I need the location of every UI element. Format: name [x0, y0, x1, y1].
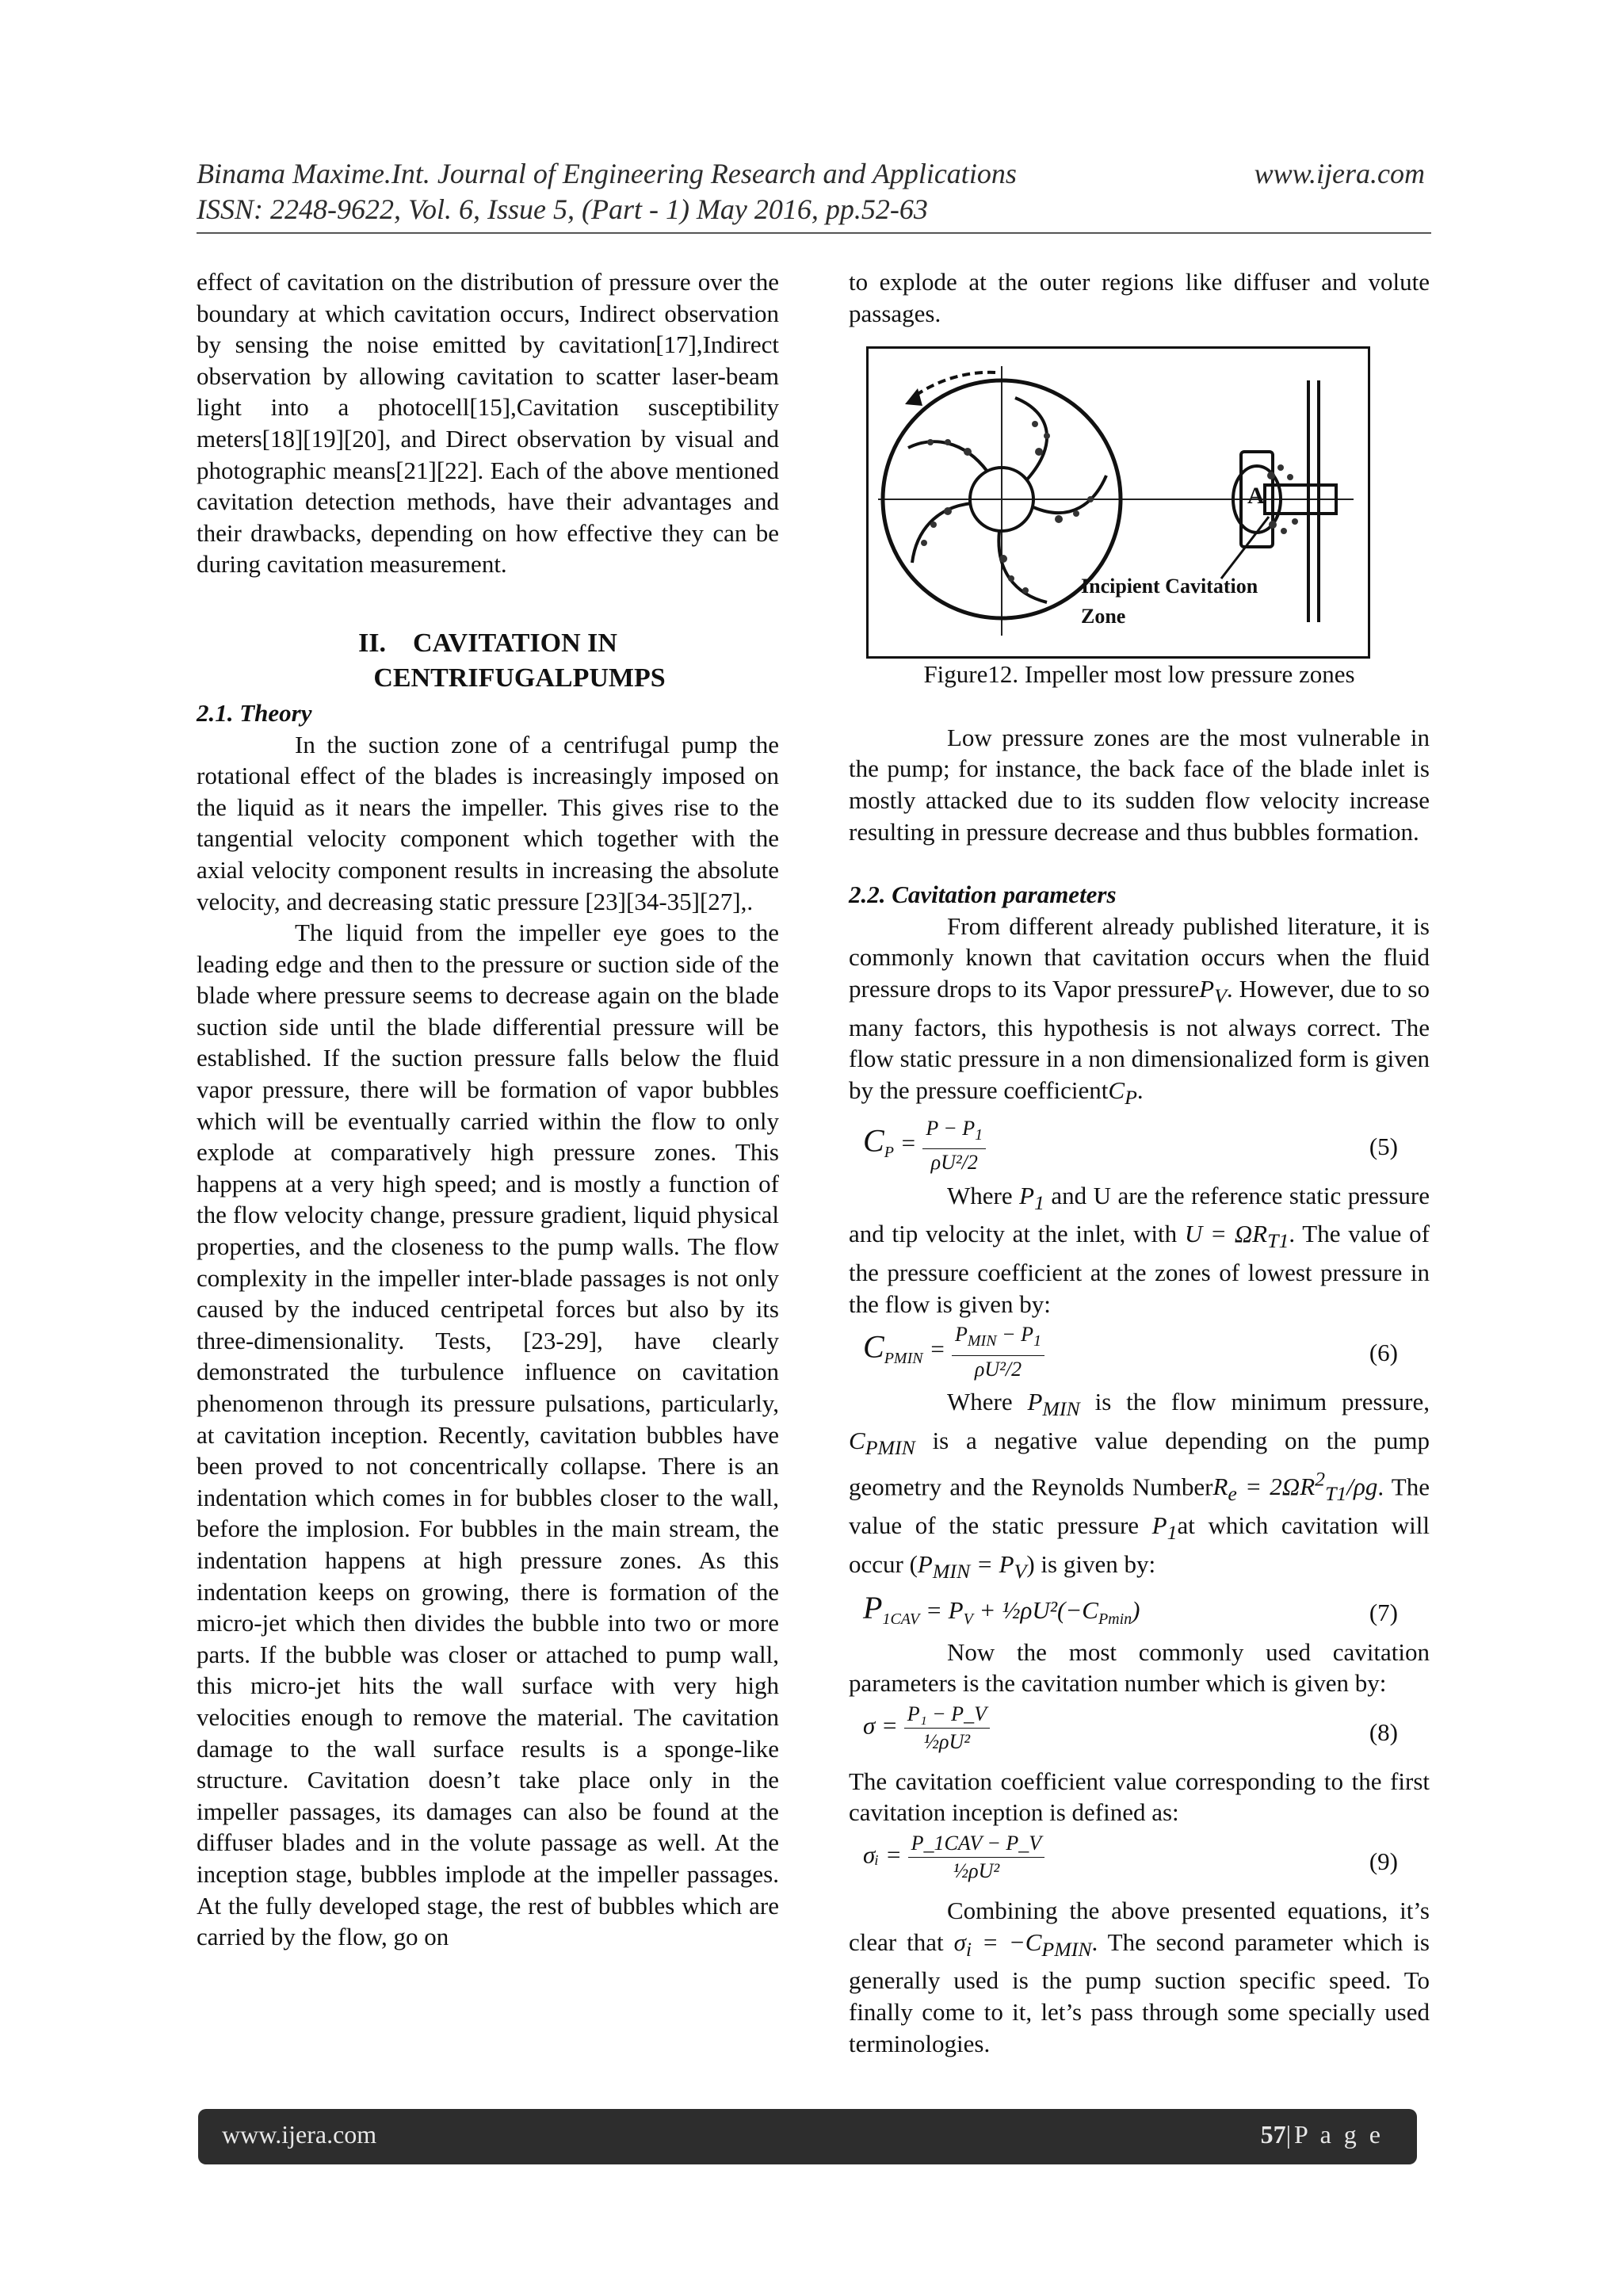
journal-citation: Binama Maxime.Int. Journal of Engineering Research and Applications — [197, 158, 1017, 189]
equation-6-number: (6) — [1369, 1339, 1398, 1367]
running-header-line2: ISSN: 2248-9622, Vol. 6, Issue 5, (Part - 1) May 2016, pp.52-63 — [197, 193, 928, 225]
figure-label-zone-1: Incipient Cavitation — [1081, 575, 1258, 598]
equation-8: σ = $\frac{\text{P₁ − P\_V}}{\text{½ρU²}}$ (8) — [863, 1702, 1398, 1753]
equation-6: $C_{PMIN}$ = $P_{MIN} - P_1$ ρU²/2 (6) — [863, 1323, 1398, 1381]
footer-page-number: 57|P a g e — [1260, 2120, 1384, 2149]
text-run: From different already published literature, it is commonly known that cavitation occurs when the fluid pressure drops to its Vapor pressure — [849, 911, 1430, 1003]
section-title-line1: CAVITATION IN — [413, 628, 617, 658]
figure-impeller — [866, 346, 1370, 659]
equation-8-number: (8) — [1369, 1717, 1398, 1746]
equation-7: $P_{1CAV} = P_V$ + $\frac{1}{2}\rho U^2(-C_{Pmin})$ (7) — [863, 1589, 1398, 1628]
running-header-line1 — [197, 155, 1425, 192]
paragraph-continued: to explode at the outer regions like diffuser and volute passages. — [849, 268, 1430, 327]
section-number: II. — [358, 628, 387, 658]
paragraph-where-2: Where $P_{MIN}$ is the flow minimum pressure, $C_{PMIN}$ is a negative value depending on the pump geometry and the Reynolds NumberR$_e$ = $2\Omega R^2_{T1}/\rho g$. The value of the static pressure $P_1at$ which cavitation will occur $(P_{MIN} = P_V)$ is given by: — [849, 1388, 1430, 1584]
paragraph-theory-2: The liquid from the impeller eye goes to the leading edge and then to the pressure or suction side of the blade where pressure seems to decrease again on the blade suction side until the blade differential pressure will be established. If the suction pressure falls below the fluid vapor pressure, there will be formation of vapor bubbles which will be eventually carried within the flow to only explode at comparatively high pressure zones. This happens at a very high speed; and is mostly a function of the flow velocity change, pressure gradient, liquid physical properties, and the closeness to the pump walls. The flow complexity in the impeller inter-blade passages is not only caused by the induced centripetal forces but also by its three-dimensionality. Tests, [23-29], have clearly demonstrated the turbulence influence on cavitation phenomenon through its pressure pulsations, particularly, at cavitation inception. Recently, cavitation bubbles have been proved to not concentrically collapse. There is an indentation which comes in for bubbles closer to the wall, before the implosion. For bubbles in the main stream, the indentation happens at high pressure zones. As this indentation keeps on growing, there is formation of the micro-jet which then divides the bubble into two or more parts. If the bubble was closer or attached to pump wall, this micro-jet hits the wall surface with very high velocities enough to remove the material. The cavitation damage to the wall surface results is a sponge-like structure. Cavitation doesn’t take place only in the impeller passages, its damages can also be found at the diffuser blades and in the volute passage as well. At the inception stage, bubbles implode at the impeller passages. At the fully developed stage, the rest of bubbles which are carried by the flow, go on — [197, 919, 779, 1951]
paragraph-theory-1: In the suction zone of a centrifugal pump the rotational effect of the blades is increasingly imposed on the liquid as it nears the impeller. This gives rise to the tangential velocity component which together with the axial velocity component results in increasing the absolute velocity, and decreasing static pressure [23][34-35][27],. — [197, 730, 779, 915]
journal-website: www.ijera.com — [1254, 158, 1425, 189]
footer-website: www.ijera.com — [222, 2120, 377, 2149]
paragraph-cavitation-coefficient: The cavitation coefficient value corresponding to the first cavitation inception is defined as: — [849, 1767, 1430, 1827]
equation-9-number: (9) — [1369, 1847, 1398, 1876]
figure-label-a: A — [1247, 483, 1265, 510]
subsection-cavitation-parameters: 2.2. Cavitation parameters — [849, 881, 1117, 909]
equation-9: σᵢ = P_1CAV − P_V ½ρU² (9) — [863, 1832, 1398, 1883]
text-run: . However, due to so many factors, this hypothesis is not always correct. The flow static pressure in a non dimensionalized form is given by the pressure coefficient — [849, 974, 1430, 1104]
paragraph-cavitation-number: Now the most commonly used cavitation parameters is the cavitation number which is given by: — [849, 1637, 1430, 1698]
paragraph-low-pressure: Low pressure zones are the most vulnerable in the pump; for instance, the back face of the blade inlet is mostly attacked due to its sudden flow velocity increase resulting in pressure decrease and thus bubbles formation. — [849, 723, 1430, 846]
page-footer — [198, 2109, 1417, 2164]
section-heading — [197, 626, 779, 696]
symbol-pv: $P_V$ — [1199, 974, 1227, 1008]
paragraph-combining: Combining the above presented equations, it’s clear that $\sigma_i = -C_{PMIN}$. The second parameter which is generally used is the pump suction specific speed. To finally come to it, let’s pass through some specially used terminologies. — [849, 1897, 1430, 2057]
paragraph-cavitation-1: From different already published literature, it is commonly known that cavitation occurs when the fluid pressure drops to its Vapor pressureP$_V$. However, due to so many factors, this hypothesis is not always correct. The flow static pressure in a non dimensionalized form is given by the pressure coefficientC$_P$. — [849, 911, 1430, 1110]
subsection-theory: 2.1. Theory — [197, 698, 312, 727]
equation-5: $C_P$ = $\frac{P - P_1}{\text{ρU²/2}}$ (5) — [863, 1116, 1398, 1174]
figure-caption: Figure12. Impeller most low pressure zones — [923, 660, 1355, 689]
header-rule — [197, 232, 1431, 234]
symbol-cp: $C_P$ — [1108, 1075, 1137, 1110]
paragraph-where-1: Where $P_1$ and U are the reference static pressure and tip velocity at the inlet, with $U = \Omega R_{T1}$. The value of the pressure coefficient at the zones of lowest pressure in the flow is given by: — [849, 1181, 1430, 1318]
left-column — [197, 266, 779, 1953]
figure-label-zone-2: Zone — [1081, 605, 1126, 628]
equation-7-number: (7) — [1369, 1598, 1398, 1626]
equation-5-number: (5) — [1369, 1132, 1398, 1160]
right-column — [849, 266, 1430, 2059]
paragraph-intro: effect of cavitation on the distribution of pressure over the boundary at which cavitation occurs, Indirect observation by sensing the noise emitted by cavitation[17],Indirect observation by allowing cavitation to scatter laser-beam light into a photocell[15],Cavitation susceptibility meters[18][19][20], and Direct observation by visual and photographic means[21][22]. Each of the above mentioned cavitation detection methods, have their advantages and their drawbacks, depending on how effective they can be during cavitation measurement. — [197, 268, 779, 579]
section-title-line2: CENTRIFUGALPUMPS — [373, 663, 666, 693]
